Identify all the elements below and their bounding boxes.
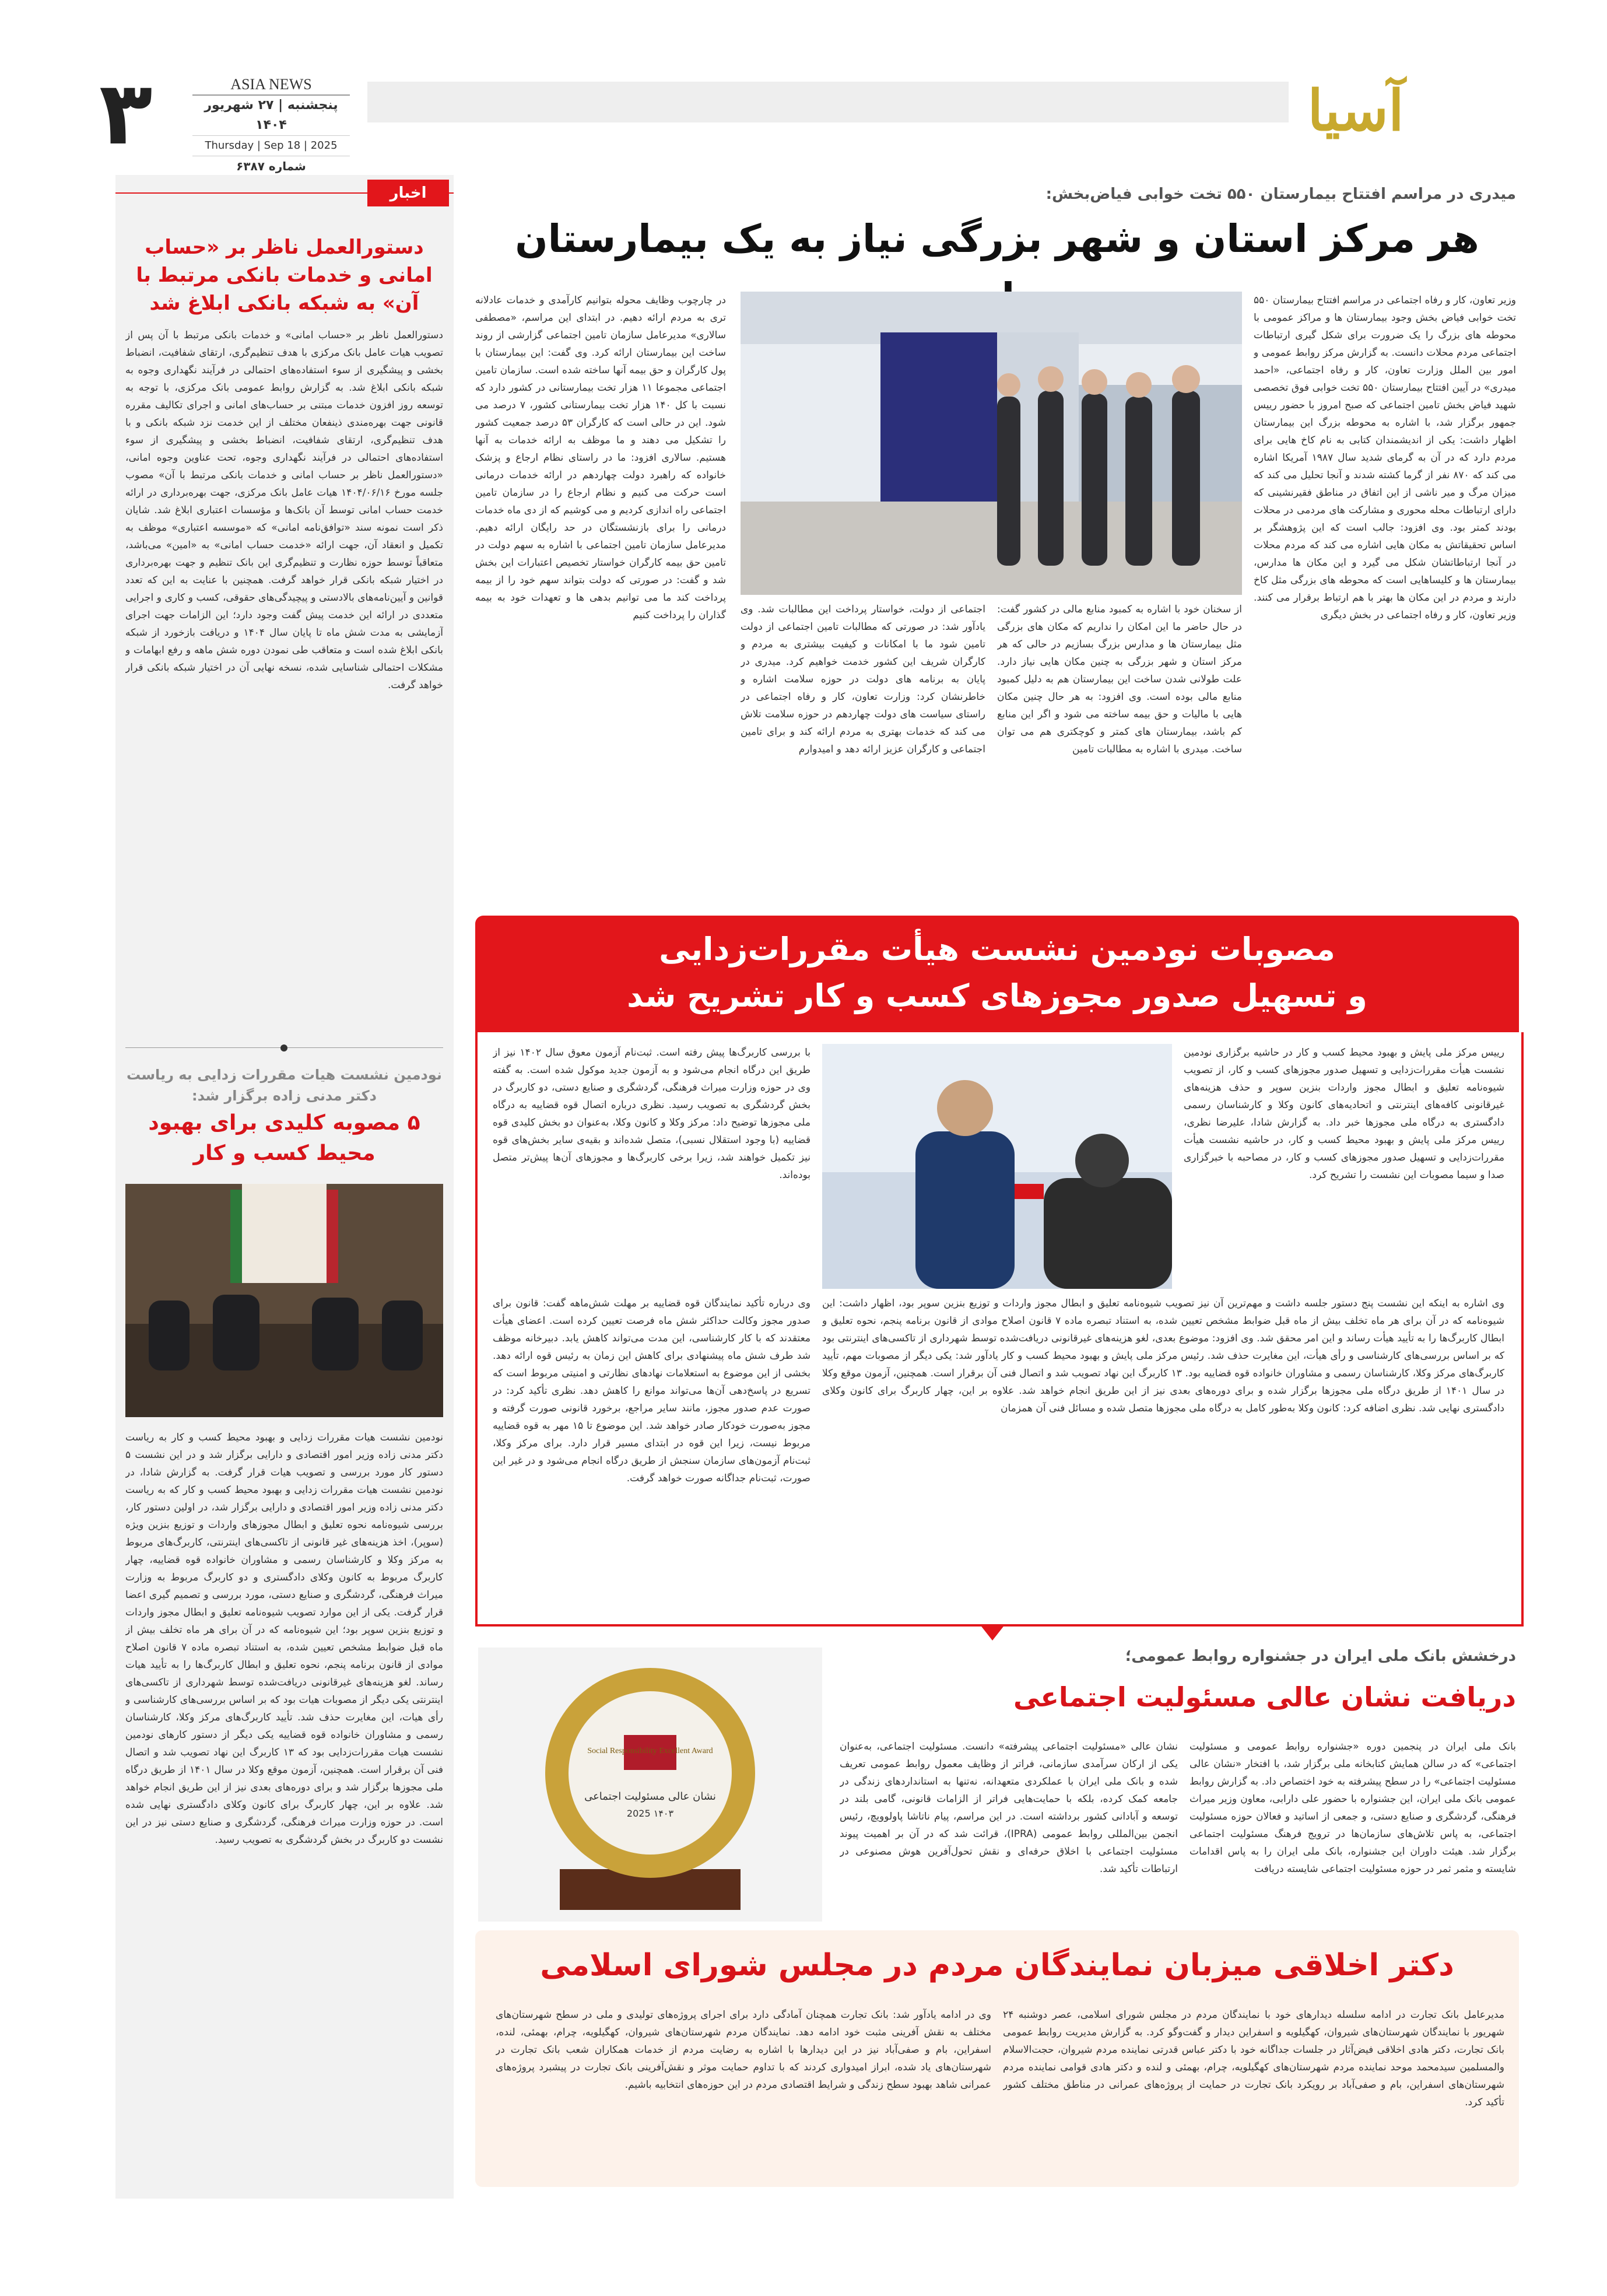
- interview-photo: [822, 1044, 1172, 1289]
- logo-text: آسیا: [1307, 78, 1404, 143]
- award-photo: [478, 1647, 822, 1922]
- issue-number: شماره ۶۳۸۷: [236, 159, 306, 173]
- sidebar-story2-body: نودمین نشست هیات مقررات زدایی و بهبود محیط کسب و کار به ریاست دکتر مدنی زاده وزیر امور اقتصادی و دارایی برگزار شد و در این نشست ۵ دستور کار مورد بررسی و تصویب هیات قرار گرفت. به گزارش شادا، در نودمین نشست هیات مقررات زدایی و بهبود محیط کسب و کار که به ریاست دکتر مدنی زاده وزیر امور اقتصادی و دارایی برگزار شد، در اولین دستور کار، بررسی شیوه‌نامه نحوه تعلیق و ابطال مجوزهای واردات و توزیع بنزین ویژه (سوپر)، اخذ هزینه‌های غیر قانونی از تاکسی‌های اینترنتی، کاربرگ‌های مربوط به مرکز وکلا و کارشناسان رسمی و مشاوران خانواده قوه قضاییه، چهار کاربرگ مربوط به کانون وکلای دادگستری و دو کاربرگ مربوط به وزارت میراث فرهنگی، گردشگری و صنایع دستی، مورد بررسی و تصمیم گیری اعضا قرار گرفت. یکی از این موارد تصویب شیوه‌نامه تعلیق و ابطال مجوز واردات و توزیع بنزین سوپر بود؛ این شیوه‌نامه که در آن برای هر ماه تخلف بیش از ماه قبل ضوابط مشخص تعیین شده، به استناد تبصره ماده ۷ قانون اصلاح موادی از قانون برنامه پنجم، نحوه تعلیق و ابطال کاربرگ‌ها را به تأیید هیات رساند. لغو هزینه‌های غیرقانونی دریافت‌شده توسط شهرداری از تاکسی‌های اینترنتی یکی دیگر از مصوبات هیات بود که بر اساس بررسی‌های کارشناسی و رأی هیات، این مغایرت حذف شد. تأیید کاربرگ‌های مرکز وکلا، کارشناسان رسمی و مشاوران خانواده قوه قضاییه یکی دیگر از دستور کارهای نودمین نشست هیات مقررات‌زدایی بود که ۱۳ کاربرگ این نهاد تصویب شد و اتصال فنی آن برقرار است. همچنین، آزمون موقع وکلا در سال ۱۴۰۱ از طریق درگاه ملی مجوزها برگزار شد و برای دوره‌های بعدی نیز از این طریق انجام خواهد شد. علاوه بر این، چهار کاربرگ برای کانون وکلای دادگستری نهایی شده است. در حوزه وزارت میراث فرهنگی، گردشگری و صنایع دستی نیز در این نشست دو کاربرگ در بخش گردشگری به تصویب رسید.: [125, 1432, 443, 1846]
- edition-info: [192, 75, 350, 176]
- sidebar-story1-body: دستورالعمل ناظر بر «حساب امانی» و خدمات بانکی مرتبط با آن پس از تصویب هیات عامل بانک مرکزی با هدف تنظیم‌گری، ارتقای شفافیت، انضباط بخشی و پیشگیری از سوء استفاده‌های احتمالی در فرآیند نگهداری وجوه به شبکه بانکی ابلاغ شد. به گزارش روابط عمومی بانک مرکزی، با توجه به توسعه روز افزون خدمات مبتنی بر حساب‌های امانی و اجرای تکالیف مقرره قانونی جهت بهره‌مندی ذینفعان مختلف از این خدمت نزد شبکه بانکی و با هدف تنظیم‌گری، ارتقای شفافیت، انضباط بخشی و پیشگیری از سوء استفاده‌های احتمالی در فرآیند نگهداری وجوه، تحت عناوین وجوه امانی، «دستورالعمل ناظر بر حساب امانی و خدمات بانکی مرتبط با آن» مصوب جلسه مورخ ۱۴۰۴/۰۶/۱۶ هیات عامل بانک مرکزی، جهت بهره‌برداری در ارائه خدمت حساب امانی توسط آن بانک‌ها و مؤسسات اعتباری ابلاغ شد. شایان ذکر است نمونه سند «توافق‌نامه امانی» که «موسسه اعتباری» موظف به تکمیل و انعقاد آن، جهت ارائه «خدمت حساب امانی» به «امین» می‌باشد، متعاقباً توسط حوزه نظارت و تنظیم‌گری این بانک تنظیم و جهت بهره‌برداری در اختیار شبکه بانکی قرار خواهد گرفت. همچنین با عنایت به این که تعدد قوانین و آیین‌نامه‌های بالادستی و پیچیدگی‌های حقوقی، کسب و کاری و اجرایی متعددی در ارائه این خدمت پیش گفت وجود دارد؛ این الزامات جهت اجرای آزمایشی به مدت شش ماه تا پایان سال ۱۴۰۴ و دریافت بازخورد از شبکه بانکی ابلاغ شده است و متعاقب طی نمودن دوره شش ماهه و رفع ابهامات و مشکلات احتمالی شناسایی شده، نسخه نهایی آن در اختیار شبکه بانکی قرار خواهد گرفت.: [125, 329, 443, 691]
- masthead-bar: [367, 82, 1289, 122]
- date-en: Thursday | Sep 18 | 2025: [192, 135, 350, 156]
- bank-kicker: درخشش بانک ملی ایران در جشنواره روابط عمومی؛: [1125, 1647, 1516, 1665]
- bank-column-left: نشان عالی «مسئولیت اجتماعی پیشرفته» دانست. مسئولیت اجتماعی، به‌عنوان یکی از ارکان سرآمدی سازمانی، فراتر از وظایف معمول روابط عمومی تعریف شده و بانک ملی ایران با عملکردی متعهدانه، نه‌تنها به استانداردهای زندگی در جامعه کمک کرده، بلکه با حمایت‌هایی فراتر از الزامات قانونی، گامی بلند در توسعه و آبادانی کشور برداشته است. در این مراسم، پیام ناتاشا پاولوویچ، رئیس انجمن بین‌المللی روابط عمومی (IPRA)، قرائت شد که در آن بر اهمیت پیوند مسئولیت اجتماعی با اخلاق حرفه‌ای و نقش تحول‌آفرین هوش مصنوعی در ارتباطات تأکید شد.: [840, 1741, 1178, 1875]
- red-story-column-left-2: وی درباره تأکید نمایندگان قوه قضاییه بر مهلت شش‌ماهه گفت: قانون برای صدور مجوز وکالت حداکثر شش ماه فرصت تعیین کرده است. اعضای هیأت معتقدند که با کار کارشناسی، این مدت می‌تواند کاهش یابد. دبیرخانه موظف شد طرف شش ماه پیشنهادی برای کاهش این زمان به رئیس قوه ارائه دهد. بخشی از این موضوع به استعلامات نهادهای نظارتی و امنیتی مربوط است که تسریع در پاسخ‌دهی آن‌ها می‌تواند موانع را کاهش دهد. نظری تأکید کرد: در صورت عدم صدور مجوز، مانند سایر مراجع، برخورد قانونی صورت گرفته و مجوز به‌صورت خودکار صادر خواهد شد. این موضوع تا ۱۵ مهر به قوه قضاییه مربوط نیست، زیرا این قوه در ابتدای مسیر قرار دارد. برای مرکز وکلا، ثبت‌نام آزمون‌های سازمان سنجش از طریق درگاه انجام می‌شود و در غیر این صورت، ثبت‌نام جداگانه صورت خواهد گرفت.: [493, 1298, 810, 1484]
- award-year: ۱۴۰۳ 2025: [626, 1808, 674, 1819]
- cabinet-meeting-photo: [125, 1184, 443, 1417]
- page-number: ۳: [99, 63, 153, 164]
- main-kicker: میدری در مراسم افتتاح بیمارستان ۵۵۰ تخت خوابی فیاض‌بخش:: [1045, 185, 1516, 203]
- majles-column-right: مدیرعامل بانک تجارت در ادامه سلسله دیدارهای خود با نمایندگان مردم در مجلس شورای اسلامی، عصر دوشنبه ۲۴ شهریور با نمایندگان شهرستان‌های شیروان، کهگیلویه و اسفراین دیدار و گفت‌وگو کرد. به گزارش مدیریت روابط عمومی بانک تجارت، دکتر هادی اخلاقی فیض‌آثار در جلسات جداگانه خود با دکتر عباس قدرتی نماینده مردم شیروان، حجت‌الاسلام والمسلمین سیدمحمد موحد نماینده مردم شهرستان‌های کهگیلویه، چرام، بهمئی و لنده و دکتر هادی قوامی نماینده مردم شهرستان‌های اسفراین، بام و صفی‌آباد بر رویکرد بانک تجارت در حمایت از پروژه‌های عمرانی در مناطق مختلف کشور تأکید کرد.: [1003, 2009, 1504, 2108]
- red-story-column-left: با بررسی کاربرگ‌ها پیش رفته است. ثبت‌نام آزمون معوق سال ۱۴۰۲ نیز از طریق این درگاه انجام می‌شود و به آزمون جدید موکول شده است. به گفته وی در حوزه وزارت میراث فرهنگی، گردشگری و صنایع دستی، دو کاربرگ در بخش گردشگری به تصویب رسید. نظری درباره اتصال قوه قضاییه به درگاه ملی مجوزها توضیح داد: مرکز وکلا و کانون وکلا، به‌عنوان دو بخش کلیدی قوه قضاییه (با وجود استقلال نسبی)، متصل شده‌اند و بقیه‌ی سایر بخش‌های قوه نیز تکمیل خواهند شد، زیرا برخی کاربرگ‌ها و مجوزهای آن‌ها پیش‌تر متصل بوده‌اند.: [493, 1047, 810, 1181]
- award-plaque-illustration: [478, 1647, 822, 1922]
- sidebar-story2-kicker: نودمین نشست هیات مقررات زدایی به ریاست دکتر مدنی زاده برگزار شد:: [127, 1067, 442, 1104]
- main-column-4: در چارچوب وظایف محوله بتوانیم کارآمدی و خدمات عادلانه تری به مردم ارائه دهیم. در ابتدای این مراسم، «مصطفی سالاری» مدیرعامل سازمان تامین اجتماعی گزارشی از روند ساخت این بیمارستان ارائه کرد. وی گفت: این بیمارستان با پول کارگران و حق بیمه آنها ساخته شده است. سازمان تامین اجتماعی مجموعا ۱۱ هزار تخت بیمارستانی در کشور دارد که نسبت با کل ۱۴۰ هزار تخت بیمارستانی کشور، ۷ درصد می شود. این در حالی است که کارگران ۵۳ درصد جمعیت کشور را تشکیل می دهند و ما موظف به ارائه خدمات به آنها هستیم. سالاری افزود: ما در راستای نظام ارجاع و پزشک خانواده که راهبرد دولت چهاردهم در ارائه خدمات درمانی است حرکت می کنیم و نظام ارجاع را در سازمان تامین اجتماعی راه اندازی کردیم و می کوشیم که از دی ماه خدمات درمانی را برای بازنشستگان در حد رایگان ارائه دهیم. مدیرعامل سازمان تامین اجتماعی با اشاره به سهم دولت در تامین حق بیمه کارگران خواستار تخصیص اعتبارات این بخش شد و گفت: در صورتی که دولت بتواند سهم خود را از بیمه پرداخت کند ما می توانیم بدهی ها و تعهدات خود به بیمه گذاران را پرداخت کنیم: [475, 295, 726, 621]
- red-story-headline-1: مصوبات نودمین نشست هیأت مقررات‌زدایی: [659, 931, 1335, 968]
- ceremony-illustration: [741, 292, 1242, 595]
- award-latin-text: Social Responsibility Excellent Award: [587, 1747, 713, 1755]
- interview-illustration: [822, 1044, 1172, 1289]
- date-fa: پنجشنبه | ۲۷ شهریور ۱۴۰۴: [204, 98, 338, 132]
- sidebar-story1-headline: دستورالعمل ناظر بر «حساب امانی و خدمات بانکی مرتبط با آن» به شبکه بانکی ابلاغ شد: [136, 236, 433, 315]
- red-story-banner: [475, 916, 1519, 1032]
- bank-headline: دریافت نشان عالی مسئولیت اجتماعی: [1013, 1681, 1516, 1713]
- red-story-column-wide: وی اشاره به اینکه این نشست پنج دستور جلسه داشت و مهم‌ترین آن نیز تصویب شیوه‌نامه تعلیق و ابطال مجوز واردات و توزیع بنزین سوپر بود، اظهار داشت: این شیوه‌نامه که در آن برای هر ماه تخلف بیش از ماه قبل ضوابط مشخص تعیین شده، به استناد تبصره ماده ۷ قانون اصلاح موادی از قانون برنامه پنجم، نحوه تعلیق و ابطال کاربرگ‌ها را به تأیید هیأت رساند و این امر محقق شد. وی افزود: موضوع بعدی، لغو هزینه‌های غیرقانونی دریافت‌شده توسط شهرداری از تاکسی‌های اینترنتی بود که بر اساس بررسی‌های کارشناسی و رأی هیأت، این مغایرت حذف شد. رئیس مرکز ملی پایش و بهبود محیط کسب و کار یادآور شد: یکی دیگر از مصوبات مهم، تأیید کاربرگ‌های مرکز وکلا، کارشناسان رسمی و مشاوران خانواده قوه قضاییه بود. ۱۳ کاربرگ این نهاد تصویب شد و اتصال فنی آن برقرار است. همچنین، آزمون موقع وکلا در سال ۱۴۰۱ از طریق درگاه ملی مجوزها برگزار شده و برای دوره‌های بعدی نیز از این طریق انجام خواهد شد. علاوه بر این، چهار کاربرگ برای کانون وکلای دادگستری نهایی شد. نظری اضافه کرد: کانون وکلا به‌طور کامل به درگاه ملی مجوزها متصل شده و مسائل فنی آن همزمان: [822, 1298, 1504, 1414]
- main-column-2: از سخنان خود با اشاره به کمبود منابع مالی در کشور گفت: در حال حاضر ما این امکان را نداریم که مکان های بزرگی مثل بیمارستان ها و مدارس بزرگ بسازیم در حالی که هر مرکز استان و شهر بزرگی به چنین مکان هایی نیاز دارد. علت طولانی شدن ساخت این بیمارستان هم به دلیل کمبود منابع مالی بوده است. وی افزود: به هر حال چنین مکان هایی با مالیات و حق بیمه ساخته می شود و اگر این منابع کم باشد، بیمارستان های کمتر و کوچکتری هم می توان ساخت. میدری با اشاره به مطالبات تامین: [997, 604, 1242, 755]
- sidebar-tag: اخبار: [367, 180, 449, 206]
- sidebar-story2-headline: ۵ مصوبه کلیدی برای بهبود محیط کسب و کار: [148, 1111, 420, 1165]
- paper-latin-name: ASIA NEWS: [192, 75, 350, 96]
- majles-headline: دکتر اخلاقی میزبان نمایندگان مردم در مجلس شورای اسلامی: [540, 1948, 1454, 1983]
- bank-column-right: بانک ملی ایران در پنجمین دوره «جشنواره روابط عمومی و مسئولیت اجتماعی» که در سالن همایش کتابخانه ملی برگزار شد، با افتخار «نشان عالی مسئولیت اجتماعی» را در سطح پیشرفته به خود اختصاص داد. به گزارش روابط عمومی بانک ملی ایران، این جشنواره با حضور علی دارابی، معاون وزیر میراث فرهنگی، گردشگری و صنایع دستی، و جمعی از اساتید و فعالان حوزه مسئولیت اجتماعی، به پاس تلاش‌های سازمان‌ها در ترویج فرهنگ مسئولیت اجتماعی برگزار شد. هیئت داوران این جشنواره، بانک ملی ایران را به پاس اقدامات شایسته و مثمر ثمر در حوزه مسئولیت اجتماعی شایسته دریافت: [1190, 1741, 1516, 1875]
- main-headline: هر مرکز استان و شهر بزرگی نیاز به یک بیمارستان: [515, 216, 1479, 261]
- sidebar-divider: [125, 1044, 443, 1052]
- meeting-illustration: [125, 1184, 443, 1417]
- main-column-1: وزیر تعاون، کار و رفاه اجتماعی در مراسم افتتاح بیمارستان ۵۵۰ تخت خوابی فیاض بخش وجود بیمارستان ها و مراکز عمومی با محوطه های بزرگ را یک ضرورت برای شکل گیری ارتباطات اجتماعی مردم محلات دانست. به گزارش مرکز روابط عمومی و امور بین الملل وزارت تعاون، کار و رفاه اجتماعی، «احمد میدری» در آیین افتتاح بیمارستان ۵۵۰ تخت خوابی فوق تخصصی شهید فیاض بخش تامین اجتماعی که صبح امروز با حضور رییس جمهور برگزار شد، با اشاره به محوطه بزرگ این بیمارستان اظهار داشت: یکی از اندیشمندان کتابی به نام کاخ هایی برای مردم دارد که در آن به گرمای شدید سال ۱۹۸۷ آمریکا اشاره می کند که ۸۷۰ نفر از گرما کشته شدند و آنجا تحلیل می کند که میزان مرگ و میر ناشی از این اتفاق در مناطق فقیرنشینی که دارای ارتباطات محله محوری و مشارکت های مردمی در محلات بودند کمتر بود. وی افزود: جالب است که این پژوهشگر بر اساس تحقیقاتش به مکان هایی اشاره می کند که مردم محلات در آنجا ارتباطاتشان شکل می گیرد و این مکان ها مدارس، بیمارستان ها و کلیساهایی است که محوطه های بزرگی مثل کاخ دارند و مردم در این مکان ها بهتر با هم ارتباط برقرار می کنند. وزیر تعاون، کار و رفاه اجتماعی در بخش دیگری: [1254, 295, 1516, 621]
- majles-column-left: وی در ادامه یادآور شد: بانک تجارت همچنان آمادگی دارد برای اجرای پروژه‌های تولیدی و ملی در سطح شهرستان‌های مختلف به نقش آفرینی مثبت خود ادامه دهد. نمایندگان مردم شهرستان‌های شیروان، کهگیلویه، چرام، بهمئی، لنده، اسفراین، بام و صفی‌آباد نیز در این دیدارها با اشاره به رضایت مردم از خدمات همکاران شعب بانک تجارت در شهرستان‌های یاد شده، ابراز امیدواری کردند که با تداوم حمایت موثر و نقش‌آفرینی بانک تجارت در پیشبرد پروژه‌های عمرانی شاهد بهبود سطح زندگی و شرایط اقتصادی مردم در این حوزه‌های انتخابیه باشیم.: [496, 2009, 991, 2091]
- red-box-pointer: [980, 1624, 1005, 1640]
- red-story-headline-2: و تسهیل صدور مجوزهای کسب و کار تشریح شد: [627, 977, 1367, 1014]
- red-story-column-right: رییس مرکز ملی پایش و بهبود محیط کسب و کار در حاشیه برگزاری نودمین نشست هیأت مقررات‌زدایی و تسهیل صدور مجوزهای کسب و کار، از تصویب شیوه‌نامه تعلیق و ابطال مجوز واردات بنزین سوپر و حذف هزینه‌های غیرقانونی کافه‌های اینترنتی و اتحادیه‌های کانون وکلا و کارشناسان رسمی دادگستری به درگاه ملی مجوزها خبر داد. به گزارش شادا، علیرضا نظری، رییس مرکز ملی پایش و بهبود محیط کسب و کار، در حاشیه نشست هیأت مقررات‌زدایی و تسهیل صدور مجوزهای کسب و کار، در مصاحبه با خبرگزاری صدا و سیما مصوبات این نشست را تشریح کرد.: [1184, 1047, 1504, 1181]
- award-fa-text: نشان عالی مسئولیت اجتماعی: [584, 1790, 716, 1803]
- paper-logo: [1297, 70, 1414, 152]
- main-photo: [741, 292, 1242, 595]
- main-column-3: اجتماعی از دولت، خواستار پرداخت این مطالبات شد. وی یادآور شد: در صورتی که مطالبات تامین اجتماعی از دولت تامین شود ما با امکانات و کیفیت بیشتری به مردم و کارگران شریف این کشور خدمت خواهیم کرد. میدری در پایان به برنامه های دولت در حوزه سلامت اشاره و خاطرنشان کرد: وزارت تعاون، کار و رفاه اجتماعی در راستای سیاست های دولت چهاردهم در حوزه سلامت تلاش می کند که خدمات بهتری به مردم ارائه کند و برای تامین اجتماعی و کارگران عزیز ارائه دهد و امیدوارم: [741, 604, 985, 755]
